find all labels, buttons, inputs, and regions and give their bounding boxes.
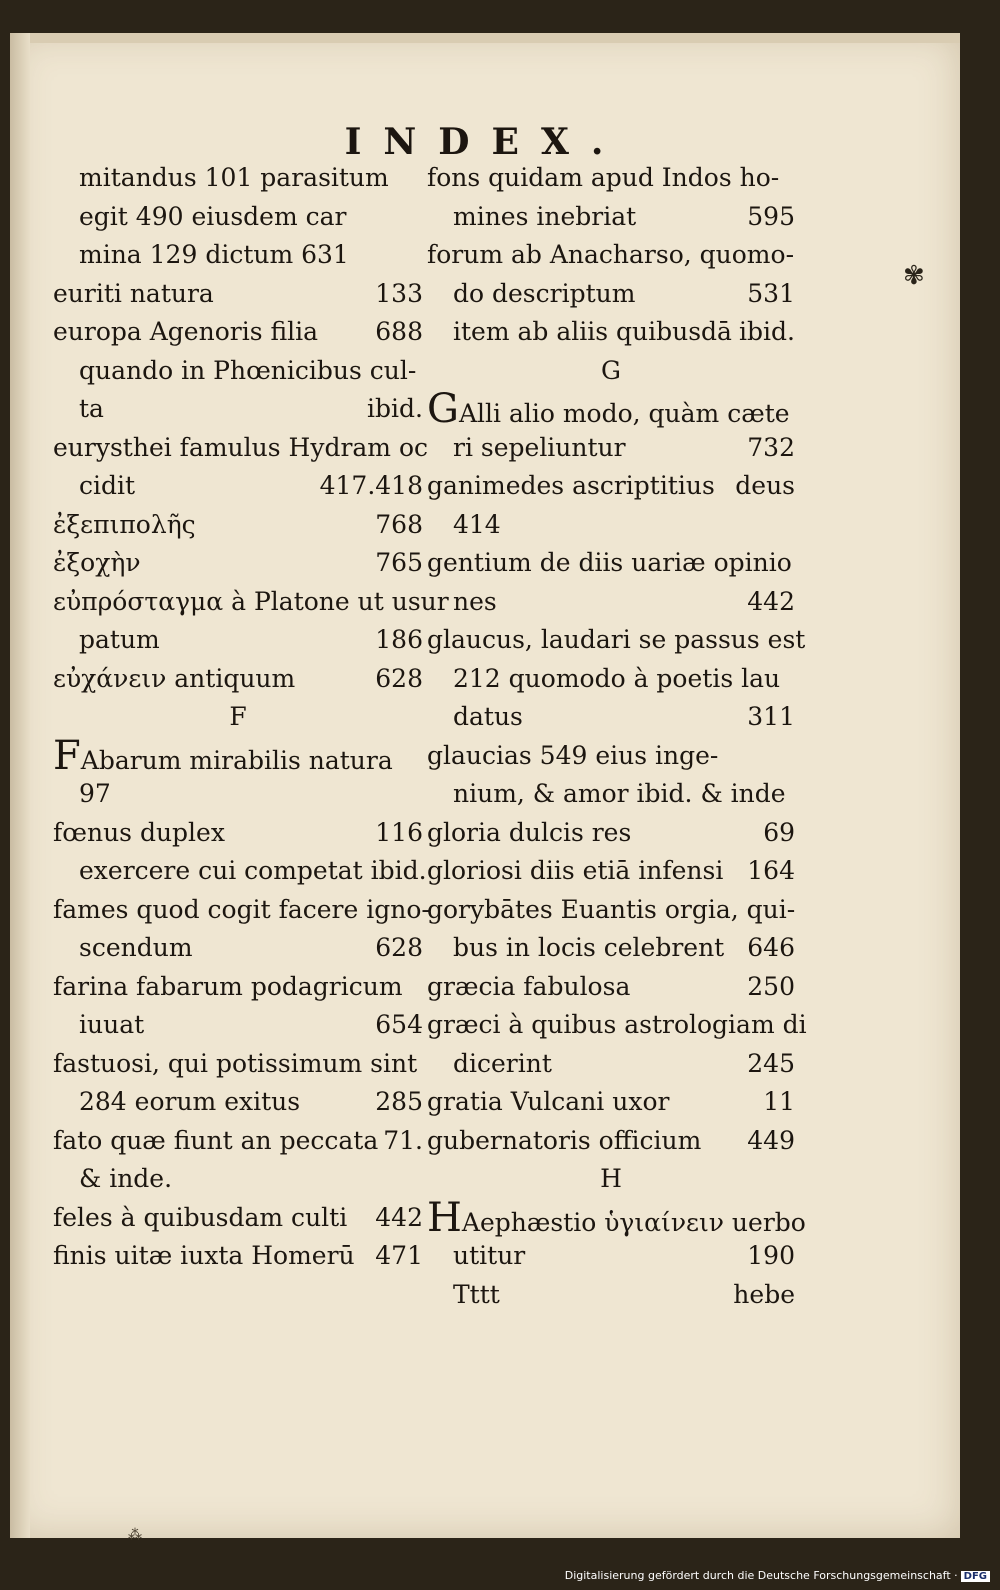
entry-text: F xyxy=(229,702,247,731)
index-entry xyxy=(53,506,423,545)
entry-text: datus xyxy=(453,702,523,731)
entry-text: item ab aliis quibusdā xyxy=(453,317,732,346)
entry-page-number: hebe xyxy=(733,1279,795,1309)
entry-text: 212 quomodo à poetis lau xyxy=(453,663,781,693)
index-entry xyxy=(427,737,795,776)
entry-page-number: 245 xyxy=(747,1048,795,1078)
entry-text: græcia fabulosa xyxy=(427,971,631,1001)
index-entry xyxy=(427,1122,795,1161)
index-entry xyxy=(427,386,795,432)
entry-page-number: 765 xyxy=(375,548,423,577)
entry-text: fons quidam apud Indos ho- xyxy=(427,163,780,192)
index-entry xyxy=(427,236,795,275)
entry-text: fœnus duplex xyxy=(53,817,225,847)
entry-text: fames quod cogit facere igno- xyxy=(53,894,430,924)
index-entry xyxy=(53,852,427,891)
entry-text: forum ab Anacharso, quomo- xyxy=(427,240,795,269)
index-entry xyxy=(53,275,423,314)
entry-text: H xyxy=(600,1164,622,1193)
entry-page-number: 688 xyxy=(375,317,423,346)
index-entry xyxy=(427,159,795,198)
index-entry xyxy=(53,236,423,275)
entry-page-number: 71. xyxy=(383,1125,423,1155)
entry-page-number: 133 xyxy=(375,278,423,308)
index-entry xyxy=(53,660,423,699)
index-entry xyxy=(53,467,423,506)
index-entry xyxy=(427,775,795,814)
entry-page-number: 442 xyxy=(375,1202,423,1232)
entry-page-number: 442 xyxy=(747,586,795,616)
entry-text: εὐχάνειν antiquum xyxy=(53,663,296,693)
index-entry xyxy=(53,891,430,930)
entry-text: glaucus, laudari se passus est xyxy=(427,625,806,654)
index-entry xyxy=(53,583,449,622)
entry-text: patum xyxy=(79,625,160,654)
index-entry xyxy=(427,1083,795,1122)
entry-text: europa Agenoris filia xyxy=(53,317,319,346)
entry-page-number: 311 xyxy=(747,702,795,731)
entry-text: græci à quibus astrologiam di xyxy=(427,1010,807,1039)
index-entry xyxy=(53,390,423,429)
entry-text: fato quæ fiunt an peccata xyxy=(53,1125,379,1155)
index-entry xyxy=(427,429,795,468)
entry-page-number: 190 xyxy=(747,1241,795,1270)
entry-page-number: 595 xyxy=(747,201,795,231)
entry-text: euriti natura xyxy=(53,278,214,308)
index-entry xyxy=(53,1199,423,1238)
index-entry xyxy=(427,1276,795,1315)
entry-text: scendum xyxy=(79,933,193,962)
entry-page-number: 628 xyxy=(375,933,423,962)
index-entry xyxy=(53,198,423,237)
book-page xyxy=(10,33,960,1543)
entry-text: mines inebriat xyxy=(453,201,637,231)
entry-page-number: 654 xyxy=(375,1010,423,1039)
entry-text: nes xyxy=(453,586,497,616)
entry-text: utitur xyxy=(453,1241,526,1270)
entry-page-number: 531 xyxy=(747,278,795,308)
entry-text: mina 129 dictum 631 xyxy=(79,240,349,269)
index-left-column xyxy=(53,159,449,1276)
index-entry xyxy=(53,968,423,1007)
index-entry xyxy=(53,159,423,198)
index-entry xyxy=(427,891,795,930)
index-entry xyxy=(53,1006,423,1045)
entry-text: 284 eorum exitus xyxy=(79,1087,301,1116)
entry-text: ἐξεπιπολῆς xyxy=(53,509,196,539)
index-entry xyxy=(427,506,795,545)
entry-text: FAbarum mirabilis natura xyxy=(53,732,393,779)
entry-text: gorybātes Euantis orgia, qui- xyxy=(427,894,796,924)
index-entry xyxy=(53,732,423,779)
index-entry xyxy=(53,621,423,660)
index-entry xyxy=(427,1045,795,1084)
index-entry xyxy=(427,275,795,314)
index-entry xyxy=(427,814,795,853)
index-right-column xyxy=(427,159,807,1314)
index-entry xyxy=(427,1006,807,1045)
entry-page-number: 69 xyxy=(763,817,795,847)
entry-text: glaucias 549 eius inge- xyxy=(427,740,719,770)
entry-text: ganimedes ascriptitius xyxy=(427,471,715,500)
index-entry xyxy=(53,352,423,391)
page-top-edge xyxy=(10,33,960,43)
index-entry xyxy=(53,698,423,737)
credit-text: Digitalisierung gefördert durch die Deutsche Forschungsgemeinschaft · xyxy=(564,1569,958,1582)
index-entry xyxy=(427,1194,806,1241)
index-entry xyxy=(427,660,795,699)
index-entry xyxy=(53,313,423,352)
index-entry xyxy=(427,852,795,891)
index-entry xyxy=(53,1122,423,1161)
entry-page-number: 471 xyxy=(375,1241,423,1270)
entry-text: gloriosi diis etiā infensi xyxy=(427,856,724,885)
entry-text: fastuosi, qui potissimum sint xyxy=(53,1048,418,1078)
entry-page-number: 11 xyxy=(763,1087,795,1116)
index-entry xyxy=(53,544,423,583)
index-entry xyxy=(427,1160,795,1199)
index-entry xyxy=(53,1083,423,1122)
index-entry xyxy=(427,621,806,660)
entry-text: eurysthei famulus Hydram oc xyxy=(53,432,429,462)
entry-text: Tttt xyxy=(453,1279,500,1309)
entry-text: quando in Phœnicibus cul- xyxy=(79,355,417,385)
entry-text: gubernatoris officium xyxy=(427,1125,702,1155)
index-entry xyxy=(53,775,423,814)
entry-page-number: 646 xyxy=(747,933,795,962)
index-entry xyxy=(427,467,795,506)
index-entry xyxy=(427,968,795,1007)
entry-text: ta xyxy=(79,394,104,423)
entry-page-number: deus xyxy=(735,471,795,500)
entry-text: egit 490 eiusdem car xyxy=(79,201,347,231)
entry-text: gloria dulcis res xyxy=(427,817,632,847)
index-entry xyxy=(427,313,795,352)
entry-page-number: 449 xyxy=(747,1125,795,1155)
index-entry xyxy=(53,814,423,853)
entry-text: farina fabarum podagricum xyxy=(53,971,403,1001)
entry-text: & inde. xyxy=(79,1164,173,1193)
entry-page-number: 116 xyxy=(375,817,423,847)
index-entry xyxy=(427,1237,795,1276)
index-entry xyxy=(427,544,795,583)
entry-text: feles à quibusdam culti xyxy=(53,1202,348,1232)
page-binding xyxy=(10,33,30,1538)
index-entry xyxy=(53,1045,423,1084)
entry-text: εὐπρόσταγμα à Platone ut usur xyxy=(53,586,449,616)
entry-page-number: 186 xyxy=(375,625,423,654)
entry-page-number: 732 xyxy=(747,432,795,462)
index-entry xyxy=(427,198,795,237)
entry-page-number: 628 xyxy=(375,663,423,693)
entry-page-number: 417.418 xyxy=(319,471,423,500)
index-entry xyxy=(427,352,795,391)
entry-text: cidit xyxy=(79,471,136,500)
entry-text: gentium de diis uariæ opinio xyxy=(427,548,792,577)
index-entry xyxy=(53,429,429,468)
entry-page-number: 768 xyxy=(375,509,423,539)
entry-page-number: ibid. xyxy=(367,394,423,423)
page-title: INDEX. xyxy=(344,121,626,163)
entry-text: ἐξοχὴν xyxy=(53,548,141,577)
entry-text: gratia Vulcani uxor xyxy=(427,1087,670,1116)
index-entry xyxy=(53,1160,423,1199)
entry-text: exercere cui competat ibid. xyxy=(79,856,427,885)
ink-speck-icon: ⁂ xyxy=(128,1527,142,1543)
dfg-logo: DFG xyxy=(961,1571,990,1582)
entry-text: HAephæstio ὑγιαίνειν uerbo xyxy=(427,1194,806,1241)
index-entry xyxy=(427,929,795,968)
entry-page-number: ibid. xyxy=(739,317,795,346)
entry-page-number: 164 xyxy=(747,856,795,885)
entry-page-number: 285 xyxy=(375,1087,423,1116)
index-entry xyxy=(427,698,795,737)
entry-text: ri sepeliuntur xyxy=(453,432,626,462)
entry-text: finis uitæ iuxta Homerū xyxy=(53,1241,355,1270)
entry-text: iuuat xyxy=(79,1010,145,1039)
entry-text: 97 xyxy=(79,779,111,808)
entry-text: 414 xyxy=(453,509,501,539)
entry-text: dicerint xyxy=(453,1048,552,1078)
entry-text: mitandus 101 parasitum xyxy=(79,163,389,192)
entry-text: do descriptum xyxy=(453,278,636,308)
entry-text: bus in locis celebrent xyxy=(453,933,725,962)
entry-page-number: 250 xyxy=(747,971,795,1001)
index-entry xyxy=(427,583,795,622)
entry-text: G xyxy=(601,355,621,385)
digitization-credit xyxy=(565,1569,990,1582)
index-entry xyxy=(53,929,423,968)
entry-text: GAlli alio modo, quàm cæte xyxy=(427,386,790,432)
ornament-icon: ✾ xyxy=(903,261,925,291)
entry-text: nium, & amor ibid. & inde xyxy=(453,779,786,808)
index-entry xyxy=(53,1237,423,1276)
